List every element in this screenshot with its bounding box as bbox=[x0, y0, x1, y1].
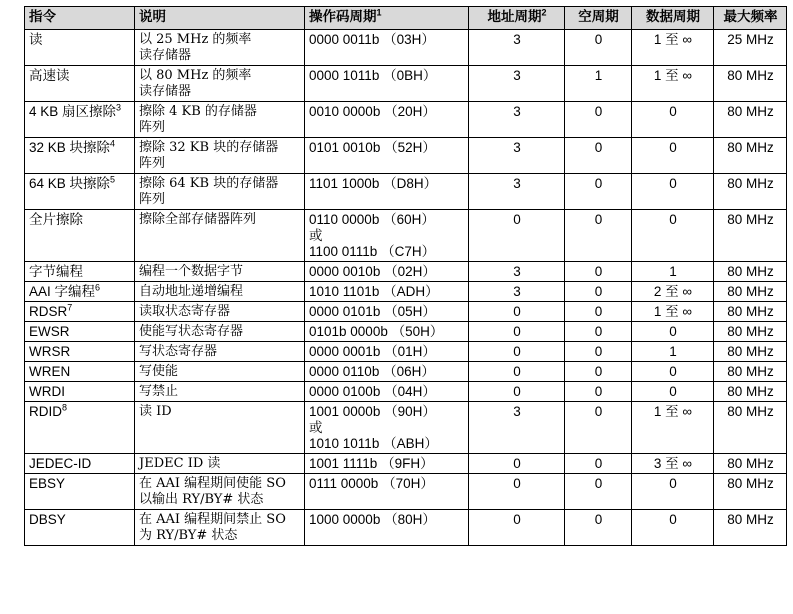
freq-value: 80 MHz bbox=[727, 476, 774, 491]
desc-line: 编程一个数据字节 bbox=[139, 264, 244, 279]
cmd-cell bbox=[25, 282, 135, 302]
opcode-line: 1101 1000b （D8H） bbox=[309, 176, 438, 191]
table-row bbox=[25, 362, 787, 382]
cmd-name: 高速读 bbox=[29, 68, 70, 83]
cmd-name: 4 KB 扇区擦除 bbox=[29, 104, 117, 119]
table-row bbox=[25, 262, 787, 282]
cmd-name: 全片擦除 bbox=[29, 212, 83, 227]
desc-cell bbox=[135, 474, 305, 510]
desc-line: 读 ID bbox=[139, 404, 172, 419]
opcode-line: 1001 0000b （90H） bbox=[309, 404, 436, 419]
desc-cell bbox=[135, 262, 305, 282]
op-cell bbox=[305, 474, 469, 510]
dummy-cell bbox=[565, 282, 632, 302]
data-cell bbox=[632, 138, 714, 174]
addr-cell bbox=[469, 342, 565, 362]
data-value: 0 bbox=[669, 176, 677, 191]
data-cell bbox=[632, 102, 714, 138]
desc-cell bbox=[135, 138, 305, 174]
dummy-cell bbox=[565, 474, 632, 510]
cmd-cell bbox=[25, 342, 135, 362]
cmd-name: RDID bbox=[29, 404, 62, 419]
data-value: 0 bbox=[669, 364, 677, 379]
addr-cell bbox=[469, 474, 565, 510]
dummy-value: 0 bbox=[594, 212, 603, 227]
opcode-line: 0000 1011b （0BH） bbox=[309, 68, 437, 83]
addr-value: 3 bbox=[513, 404, 521, 419]
desc-cell bbox=[135, 174, 305, 210]
dummy-value: 0 bbox=[594, 140, 603, 155]
data-value: 0 bbox=[669, 324, 677, 339]
dummy-value: 0 bbox=[594, 364, 603, 379]
dummy-value: 0 bbox=[594, 384, 603, 399]
opcode-line: 或 bbox=[309, 228, 323, 243]
op-cell bbox=[305, 382, 469, 402]
cmd-cell bbox=[25, 382, 135, 402]
dummy-cell bbox=[565, 210, 632, 262]
desc-cell bbox=[135, 402, 305, 454]
cmd-cell bbox=[25, 322, 135, 342]
dummy-cell bbox=[565, 30, 632, 66]
desc-cell bbox=[135, 382, 305, 402]
desc-line: 读存储器 bbox=[139, 84, 192, 99]
desc-line: 以 80 MHz 的频率 bbox=[139, 68, 252, 83]
opcode-line: 0000 0001b （01H） bbox=[309, 344, 436, 359]
freq-value: 80 MHz bbox=[727, 68, 774, 83]
cmd-cell bbox=[25, 174, 135, 210]
table-header bbox=[25, 7, 787, 30]
header-freq: 最大频率 bbox=[714, 7, 787, 30]
opcode-line: 0010 0000b （20H） bbox=[309, 104, 436, 119]
data-cell bbox=[632, 30, 714, 66]
cmd-footnote: 5 bbox=[110, 174, 116, 185]
freq-value: 80 MHz bbox=[727, 176, 774, 191]
freq-cell bbox=[714, 454, 787, 474]
data-cell bbox=[632, 362, 714, 382]
cmd-cell bbox=[25, 302, 135, 322]
desc-line: 读取状态寄存器 bbox=[139, 304, 231, 319]
cmd-name: JEDEC-ID bbox=[29, 456, 92, 471]
header-row bbox=[25, 7, 787, 30]
cmd-cell bbox=[25, 510, 135, 546]
freq-cell bbox=[714, 510, 787, 546]
addr-value: 0 bbox=[513, 476, 521, 491]
op-cell bbox=[305, 362, 469, 382]
dummy-value: 0 bbox=[594, 176, 603, 191]
table-row bbox=[25, 174, 787, 210]
cmd-cell bbox=[25, 102, 135, 138]
freq-value: 80 MHz bbox=[727, 384, 774, 399]
addr-cell bbox=[469, 302, 565, 322]
data-value: 0 bbox=[669, 476, 677, 491]
addr-cell bbox=[469, 322, 565, 342]
cmd-footnote: 6 bbox=[95, 282, 101, 293]
cmd-name: 读 bbox=[29, 32, 43, 47]
desc-cell bbox=[135, 342, 305, 362]
dummy-value: 0 bbox=[594, 324, 603, 339]
opcode-line: 1100 0111b （C7H） bbox=[309, 244, 436, 259]
addr-value: 0 bbox=[513, 324, 521, 339]
table-row bbox=[25, 382, 787, 402]
desc-line: 使能写状态寄存器 bbox=[139, 324, 244, 339]
freq-value: 80 MHz bbox=[727, 344, 774, 359]
table-row bbox=[25, 138, 787, 174]
data-value: 0 bbox=[669, 104, 677, 119]
data-cell bbox=[632, 382, 714, 402]
data-value: 1 bbox=[669, 344, 677, 359]
desc-line: 阵列 bbox=[139, 156, 166, 171]
freq-cell bbox=[714, 30, 787, 66]
desc-line: 以输出 RY/BY# 状态 bbox=[139, 492, 264, 507]
cmd-cell bbox=[25, 362, 135, 382]
dummy-cell bbox=[565, 362, 632, 382]
desc-line: 擦除 64 KB 块的存储器 bbox=[139, 176, 279, 191]
desc-cell bbox=[135, 302, 305, 322]
desc-line: 擦除 4 KB 的存储器 bbox=[139, 104, 257, 119]
table-row bbox=[25, 342, 787, 362]
data-value: 1 bbox=[669, 264, 677, 279]
addr-value: 0 bbox=[513, 512, 521, 527]
command-table-wrapper bbox=[24, 6, 786, 546]
op-cell bbox=[305, 102, 469, 138]
cmd-cell bbox=[25, 30, 135, 66]
addr-cell bbox=[469, 210, 565, 262]
data-cell bbox=[632, 454, 714, 474]
desc-line: 阵列 bbox=[139, 120, 166, 135]
dummy-value: 0 bbox=[594, 512, 603, 527]
desc-line: 擦除 32 KB 块的存储器 bbox=[139, 140, 279, 155]
cmd-cell bbox=[25, 138, 135, 174]
table-row bbox=[25, 282, 787, 302]
op-cell bbox=[305, 174, 469, 210]
op-cell bbox=[305, 66, 469, 102]
header-op-note: 1 bbox=[376, 7, 382, 18]
freq-value: 80 MHz bbox=[727, 364, 774, 379]
dummy-cell bbox=[565, 402, 632, 454]
opcode-line: 0101b 0000b （50H） bbox=[309, 324, 444, 339]
table-row bbox=[25, 302, 787, 322]
opcode-line: 0101 0010b （52H） bbox=[309, 140, 436, 155]
opcode-line: 0110 0000b （60H） bbox=[309, 212, 435, 227]
freq-value: 80 MHz bbox=[727, 140, 774, 155]
data-value: 0 bbox=[669, 140, 677, 155]
freq-value: 80 MHz bbox=[727, 104, 774, 119]
header-dummy: 空周期 bbox=[565, 7, 632, 30]
cmd-name: 字节编程 bbox=[29, 264, 83, 279]
freq-value: 80 MHz bbox=[727, 264, 774, 279]
freq-value: 80 MHz bbox=[727, 512, 774, 527]
table-row bbox=[25, 30, 787, 66]
data-cell bbox=[632, 322, 714, 342]
table-row bbox=[25, 402, 787, 454]
opcode-line: 0000 0010b （02H） bbox=[309, 264, 436, 279]
dummy-cell bbox=[565, 66, 632, 102]
addr-value: 3 bbox=[513, 32, 521, 47]
command-table bbox=[24, 6, 787, 546]
desc-cell bbox=[135, 454, 305, 474]
data-value: 1 至 ∞ bbox=[653, 32, 693, 47]
freq-value: 25 MHz bbox=[727, 32, 774, 47]
freq-cell bbox=[714, 210, 787, 262]
header-data: 数据周期 bbox=[632, 7, 714, 30]
desc-line: 阵列 bbox=[139, 192, 166, 207]
addr-cell bbox=[469, 382, 565, 402]
header-addr-note: 2 bbox=[541, 7, 547, 18]
desc-line: 自动地址递增编程 bbox=[139, 284, 244, 299]
desc-cell bbox=[135, 66, 305, 102]
cmd-footnote: 4 bbox=[110, 138, 116, 149]
cmd-footnote: 3 bbox=[116, 102, 122, 113]
op-cell bbox=[305, 282, 469, 302]
addr-value: 3 bbox=[513, 264, 521, 279]
dummy-cell bbox=[565, 382, 632, 402]
addr-value: 3 bbox=[513, 284, 521, 299]
cmd-name: 32 KB 块擦除 bbox=[29, 140, 111, 155]
dummy-cell bbox=[565, 302, 632, 322]
cmd-name: DBSY bbox=[29, 512, 66, 527]
header-op: 操作码周期$^1$ bbox=[305, 7, 469, 30]
dummy-value: 1 bbox=[594, 68, 603, 83]
opcode-line: 1010 1101b （ADH） bbox=[309, 284, 439, 299]
addr-cell bbox=[469, 262, 565, 282]
cmd-footnote: 7 bbox=[67, 302, 73, 313]
desc-cell bbox=[135, 210, 305, 262]
op-cell bbox=[305, 342, 469, 362]
cmd-cell bbox=[25, 474, 135, 510]
addr-cell bbox=[469, 30, 565, 66]
opcode-line: 0000 0100b （04H） bbox=[309, 384, 436, 399]
data-value: 1 至 ∞ bbox=[653, 404, 693, 419]
addr-cell bbox=[469, 102, 565, 138]
freq-cell bbox=[714, 138, 787, 174]
addr-cell bbox=[469, 174, 565, 210]
addr-value: 3 bbox=[513, 176, 521, 191]
table-row bbox=[25, 210, 787, 262]
dummy-value: 0 bbox=[594, 344, 603, 359]
data-value: 1 至 ∞ bbox=[653, 304, 693, 319]
cmd-cell bbox=[25, 210, 135, 262]
dummy-value: 0 bbox=[594, 104, 603, 119]
desc-line: 写使能 bbox=[139, 364, 179, 379]
dummy-value: 0 bbox=[594, 304, 603, 319]
data-value: 0 bbox=[669, 384, 677, 399]
addr-value: 0 bbox=[513, 384, 521, 399]
addr-value: 0 bbox=[513, 304, 521, 319]
data-value: 3 至 ∞ bbox=[653, 456, 693, 471]
data-value: 1 至 ∞ bbox=[653, 68, 693, 83]
addr-value: 3 bbox=[513, 68, 521, 83]
freq-value: 80 MHz bbox=[727, 304, 774, 319]
addr-value: 0 bbox=[513, 364, 521, 379]
addr-cell bbox=[469, 402, 565, 454]
table-row bbox=[25, 66, 787, 102]
freq-cell bbox=[714, 382, 787, 402]
desc-line: 为 RY/BY# 状态 bbox=[139, 528, 238, 543]
data-value: 0 bbox=[669, 512, 677, 527]
data-value: 0 bbox=[669, 212, 677, 227]
op-cell bbox=[305, 262, 469, 282]
desc-line: JEDEC ID 读 bbox=[139, 456, 221, 471]
desc-line: 在 AAI 编程期间使能 SO bbox=[139, 476, 286, 491]
cmd-cell bbox=[25, 66, 135, 102]
opcode-line: 0111 0000b （70H） bbox=[309, 476, 434, 491]
dummy-value: 0 bbox=[594, 456, 603, 471]
data-cell bbox=[632, 282, 714, 302]
cmd-name: WRDI bbox=[29, 384, 65, 399]
dummy-value: 0 bbox=[594, 264, 603, 279]
data-cell bbox=[632, 262, 714, 282]
addr-cell bbox=[469, 138, 565, 174]
data-value: 2 至 ∞ bbox=[653, 284, 693, 299]
table-row bbox=[25, 474, 787, 510]
table-row bbox=[25, 454, 787, 474]
desc-cell bbox=[135, 30, 305, 66]
freq-value: 80 MHz bbox=[727, 404, 774, 419]
freq-value: 80 MHz bbox=[727, 284, 774, 299]
table-row bbox=[25, 322, 787, 342]
dummy-cell bbox=[565, 510, 632, 546]
data-cell bbox=[632, 510, 714, 546]
addr-value: 3 bbox=[513, 104, 521, 119]
addr-cell bbox=[469, 282, 565, 302]
table-row bbox=[25, 510, 787, 546]
freq-cell bbox=[714, 174, 787, 210]
data-cell bbox=[632, 402, 714, 454]
header-addr: 地址周期$^2$ bbox=[469, 7, 565, 30]
addr-cell bbox=[469, 454, 565, 474]
data-cell bbox=[632, 342, 714, 362]
op-cell bbox=[305, 402, 469, 454]
desc-cell bbox=[135, 282, 305, 302]
desc-line: 写禁止 bbox=[139, 384, 179, 399]
op-cell bbox=[305, 30, 469, 66]
cmd-cell bbox=[25, 262, 135, 282]
cmd-cell bbox=[25, 402, 135, 454]
op-cell bbox=[305, 210, 469, 262]
opcode-line: 0000 0101b （05H） bbox=[309, 304, 436, 319]
desc-line: 读存储器 bbox=[139, 48, 192, 63]
data-cell bbox=[632, 210, 714, 262]
desc-cell bbox=[135, 102, 305, 138]
cmd-name: WRSR bbox=[29, 344, 71, 359]
dummy-cell bbox=[565, 262, 632, 282]
data-cell bbox=[632, 66, 714, 102]
addr-value: 3 bbox=[513, 140, 521, 155]
data-cell bbox=[632, 474, 714, 510]
table-body bbox=[25, 30, 787, 546]
op-cell bbox=[305, 454, 469, 474]
freq-value: 80 MHz bbox=[727, 324, 774, 339]
header-cmd: 指令 bbox=[25, 7, 135, 30]
dummy-cell bbox=[565, 138, 632, 174]
addr-value: 0 bbox=[513, 212, 521, 227]
freq-cell bbox=[714, 302, 787, 322]
data-cell bbox=[632, 302, 714, 322]
data-cell bbox=[632, 174, 714, 210]
freq-cell bbox=[714, 66, 787, 102]
op-cell bbox=[305, 510, 469, 546]
opcode-line: 1010 1011b （ABH） bbox=[309, 436, 438, 451]
addr-cell bbox=[469, 362, 565, 382]
dummy-value: 0 bbox=[594, 476, 603, 491]
freq-cell bbox=[714, 474, 787, 510]
addr-cell bbox=[469, 510, 565, 546]
opcode-line: 或 bbox=[309, 420, 323, 435]
freq-value: 80 MHz bbox=[727, 212, 774, 227]
desc-cell bbox=[135, 322, 305, 342]
desc-line: 以 25 MHz 的频率 bbox=[139, 32, 252, 47]
opcode-line: 1001 1111b （9FH） bbox=[309, 456, 434, 471]
dummy-cell bbox=[565, 322, 632, 342]
dummy-cell bbox=[565, 342, 632, 362]
op-cell bbox=[305, 302, 469, 322]
cmd-cell bbox=[25, 454, 135, 474]
dummy-value: 0 bbox=[594, 32, 603, 47]
opcode-line: 1000 0000b （80H） bbox=[309, 512, 436, 527]
cmd-name: WREN bbox=[29, 364, 71, 379]
freq-cell bbox=[714, 402, 787, 454]
desc-line: 在 AAI 编程期间禁止 SO bbox=[139, 512, 286, 527]
freq-cell bbox=[714, 282, 787, 302]
opcode-line: 0000 0110b （06H） bbox=[309, 364, 435, 379]
addr-cell bbox=[469, 66, 565, 102]
dummy-cell bbox=[565, 454, 632, 474]
op-cell bbox=[305, 138, 469, 174]
desc-line: 擦除全部存储器阵列 bbox=[139, 212, 257, 227]
dummy-value: 0 bbox=[594, 284, 603, 299]
freq-cell bbox=[714, 362, 787, 382]
cmd-name: EBSY bbox=[29, 476, 66, 491]
desc-line: 写状态寄存器 bbox=[139, 344, 218, 359]
freq-cell bbox=[714, 342, 787, 362]
op-cell bbox=[305, 322, 469, 342]
dummy-cell bbox=[565, 102, 632, 138]
cmd-footnote: 8 bbox=[62, 402, 68, 413]
desc-cell bbox=[135, 362, 305, 382]
cmd-name: 64 KB 块擦除 bbox=[29, 176, 111, 191]
cmd-name: EWSR bbox=[29, 324, 70, 339]
cmd-name: AAI 字编程 bbox=[29, 284, 96, 299]
addr-value: 0 bbox=[513, 456, 521, 471]
freq-cell bbox=[714, 262, 787, 282]
addr-value: 0 bbox=[513, 344, 521, 359]
dummy-cell bbox=[565, 174, 632, 210]
table-row bbox=[25, 102, 787, 138]
cmd-name: RDSR bbox=[29, 304, 68, 319]
dummy-value: 0 bbox=[594, 404, 603, 419]
freq-cell bbox=[714, 102, 787, 138]
freq-cell bbox=[714, 322, 787, 342]
desc-cell bbox=[135, 510, 305, 546]
freq-value: 80 MHz bbox=[727, 456, 774, 471]
opcode-line: 0000 0011b （03H） bbox=[309, 32, 435, 47]
header-desc: 说明 bbox=[135, 7, 305, 30]
